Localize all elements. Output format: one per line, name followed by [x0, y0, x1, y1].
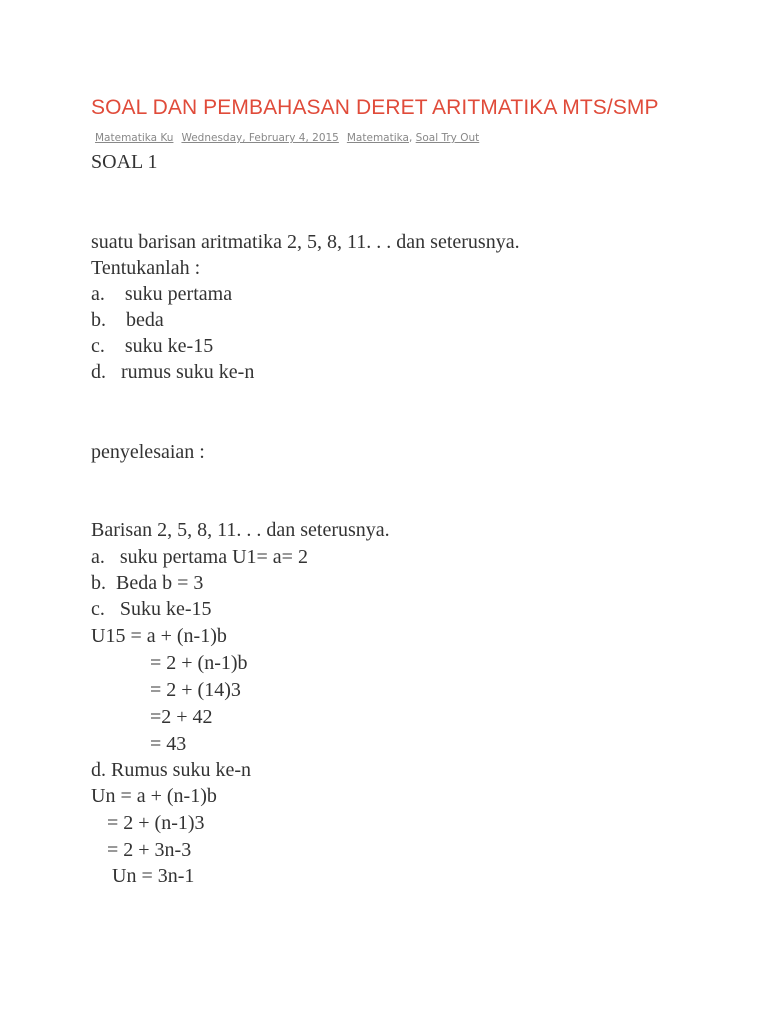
un-step-3: = 2 + 3n-3 — [107, 839, 192, 861]
option-b: b. beda — [91, 309, 164, 331]
soal-heading: SOAL 1 — [91, 151, 158, 173]
label-link-soal-try-out[interactable]: Soal Try Out — [415, 132, 480, 144]
rumus-heading: d. Rumus suku ke-n — [91, 759, 251, 781]
u15-step-4: =2 + 42 — [150, 706, 213, 728]
solution-intro: Barisan 2, 5, 8, 11. . . dan seterusnya. — [91, 519, 390, 541]
date-link[interactable]: Wednesday, February 4, 2015 — [181, 132, 339, 144]
option-d: d. rumus suku ke-n — [91, 361, 255, 383]
un-step-4: Un = 3n-1 — [112, 865, 195, 887]
question-text: suatu barisan aritmatika 2, 5, 8, 11. . . dan seterusnya. — [91, 231, 520, 253]
u15-step-2: = 2 + (n-1)b — [150, 652, 248, 674]
answer-a: a. suku pertama U1= a= 2 — [91, 546, 308, 568]
author-link[interactable]: Matematika Ku — [95, 132, 174, 144]
option-c: c. suku ke-15 — [91, 335, 214, 357]
answer-c: c. Suku ke-15 — [91, 598, 212, 620]
solution-heading: penyelesaian : — [91, 441, 205, 463]
un-step-2: = 2 + (n-1)3 — [107, 812, 205, 834]
answer-b: b. Beda b = 3 — [91, 572, 204, 594]
instruction-text: Tentukanlah : — [91, 257, 201, 279]
label-link-matematika[interactable]: Matematika — [346, 132, 409, 144]
option-a: a. suku pertama — [91, 283, 233, 305]
u15-step-3: = 2 + (14)3 — [150, 679, 241, 701]
post-title: SOAL DAN PEMBAHASAN DERET ARITMATIKA MTS/SMP — [91, 96, 659, 119]
un-step-1: Un = a + (n-1)b — [91, 785, 217, 807]
post-meta — [95, 132, 479, 144]
u15-step-5: = 43 — [150, 733, 187, 755]
label-separator: , — [408, 132, 413, 144]
u15-step-1: U15 = a + (n-1)b — [91, 625, 227, 647]
